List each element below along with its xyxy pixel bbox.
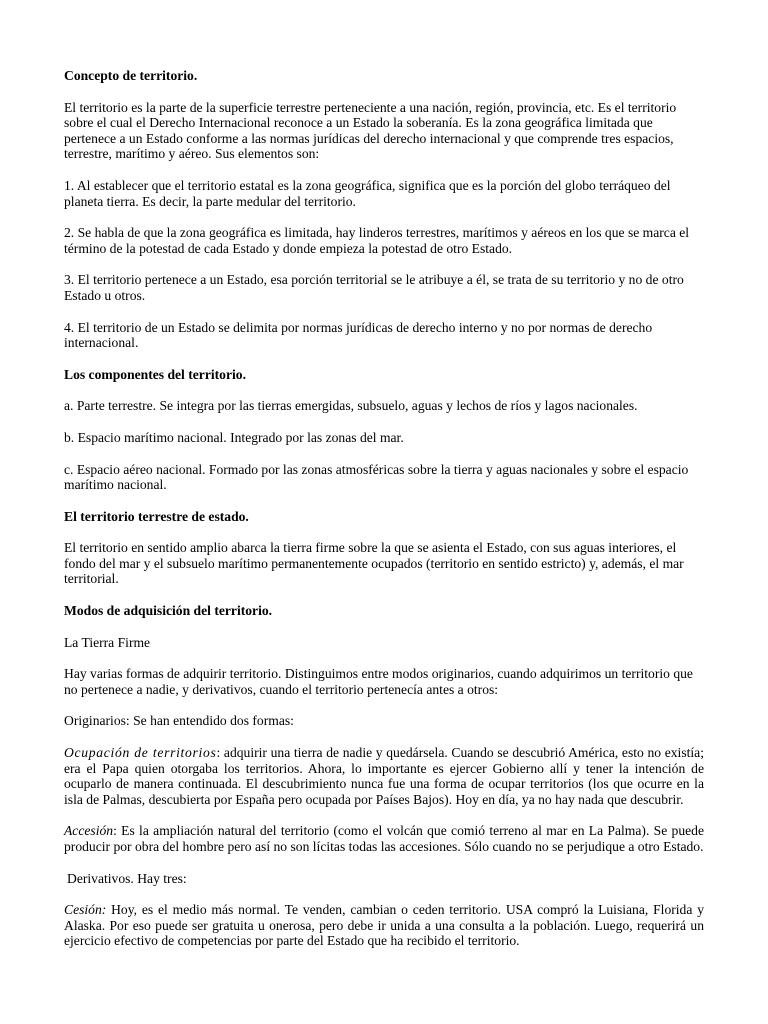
heading-componentes: Los componentes del territorio. — [64, 366, 246, 382]
list-item-elemento-2: 2. Se habla de que la zona geográfica es limitada, hay linderos terrestres, marítimos y aéreos en los que se marca el término de la potestad de cada Estado y donde empieza la potestad de otro Estado. — [64, 225, 690, 256]
heading-terrestre: El territorio terrestre de estado. — [64, 508, 249, 524]
paragraph-concepto-intro: El territorio es la parte de la superficie terrestre perteneciente a una nación, región, provincia, etc. Es el territorio sobre el cual el Derecho Internacional reconoce a un Estado la soberanía. Es la zona geográfica limitada que pertenece a un Estado conforme a las normas jurídicas del derecho internacional y que comprende tres espacios, terrestre, marítimo y aéreo. Sus elementos son: — [64, 99, 677, 162]
term-accesion: Accesión — [64, 823, 114, 839]
paragraph-modos-intro: Hay varias formas de adquirir territorio. Distinguimos entre modos originarios, cuando adquirimos un territorio que no pertenece a nadie, y derivativos, cuando el territorio pertenecía antes a otros: — [64, 666, 693, 697]
paragraph-originarios: Originarios: Se han entendido dos formas: — [64, 713, 294, 729]
list-item-componente-b: b. Espacio marítimo nacional. Integrado por las zonas del mar. — [64, 429, 404, 445]
heading-modos: Modos de adquisición del territorio. — [64, 603, 273, 619]
text-accesion: : Es la ampliación natural del territorio (como el volcán que comió terreno al mar en La Palma). Se puede producir por obra del hombre pero así no son lícitas todas las accesiones. Sólo cuando no se perjudique a otro Estado. — [64, 823, 704, 854]
paragraph-terrestre: El territorio en sentido amplio abarca la tierra firme sobre la que se asienta el Estado, con sus aguas interiores, el fondo del mar y el subsuelo marítimo permanentemente ocupados (territorio en sentido estricto) y, además, el mar territorial. — [64, 540, 684, 587]
document-body — [64, 68, 704, 965]
list-item-elemento-4: 4. El territorio de un Estado se delimita por normas jurídicas de derecho interno y no por normas de derecho internacional. — [64, 319, 653, 351]
term-cesion: Cesión: — [64, 902, 107, 918]
paragraph-ocupacion — [64, 745, 704, 807]
term-ocupacion: Ocupación de territorios — [64, 745, 217, 761]
paragraph-derivativos: Derivativos. Hay tres: — [67, 870, 187, 886]
text-cesion: Hoy, es el medio más normal. Te venden, cambian o ceden territorio. USA compró la Luisiana, Florida y Alaska. Por eso puede ser gratuita u onerosa, pero debe ir unida a una consulta a la población. Luego, requerirá un ejercicio efectivo de competencias por parte del Estado que ha recibido el territorio. — [64, 902, 704, 949]
list-item-componente-c: c. Espacio aéreo nacional. Formado por las zonas atmosféricas sobre la tierra y aguas nacionales y sobre el espacio marítimo nacional. — [64, 461, 689, 493]
list-item-elemento-3: 3. El territorio pertenece a un Estado, esa porción territorial se le atribuye a él, se trata de su territorio y no de otro Estado u otros. — [64, 272, 684, 303]
subheading-tierra-firme: La Tierra Firme — [64, 634, 151, 650]
text-ocupacion: : adquirir una tierra de nadie y quedársela. Cuando se descubrió América, esto no existía; era el Papa quien otorgaba los territorios. Ahora, lo importante es ejercer Gobierno allí y tener la intención de ocuparlo de manera continuada. El descubrimiento nunca fue una forma de ocupar territorios (los que ocurre en la isla de Palmas, descubierta por España pero ocupada por Países Bajos). Hoy en día, ya no hay nada que descubrir. — [64, 745, 704, 807]
heading-concepto: Concepto de territorio. — [64, 68, 198, 83]
paragraph-cesion — [64, 902, 704, 949]
list-item-elemento-1: 1. Al establecer que el territorio estatal es la zona geográfica, significa que es la porción del globo terráqueo del planeta tierra. Es decir, la parte medular del territorio. — [64, 177, 671, 209]
paragraph-accesion — [64, 823, 704, 854]
list-item-componente-a: a. Parte terrestre. Se integra por las tierras emergidas, subsuelo, aguas y lechos de ríos y lagos nacionales. — [64, 398, 638, 414]
